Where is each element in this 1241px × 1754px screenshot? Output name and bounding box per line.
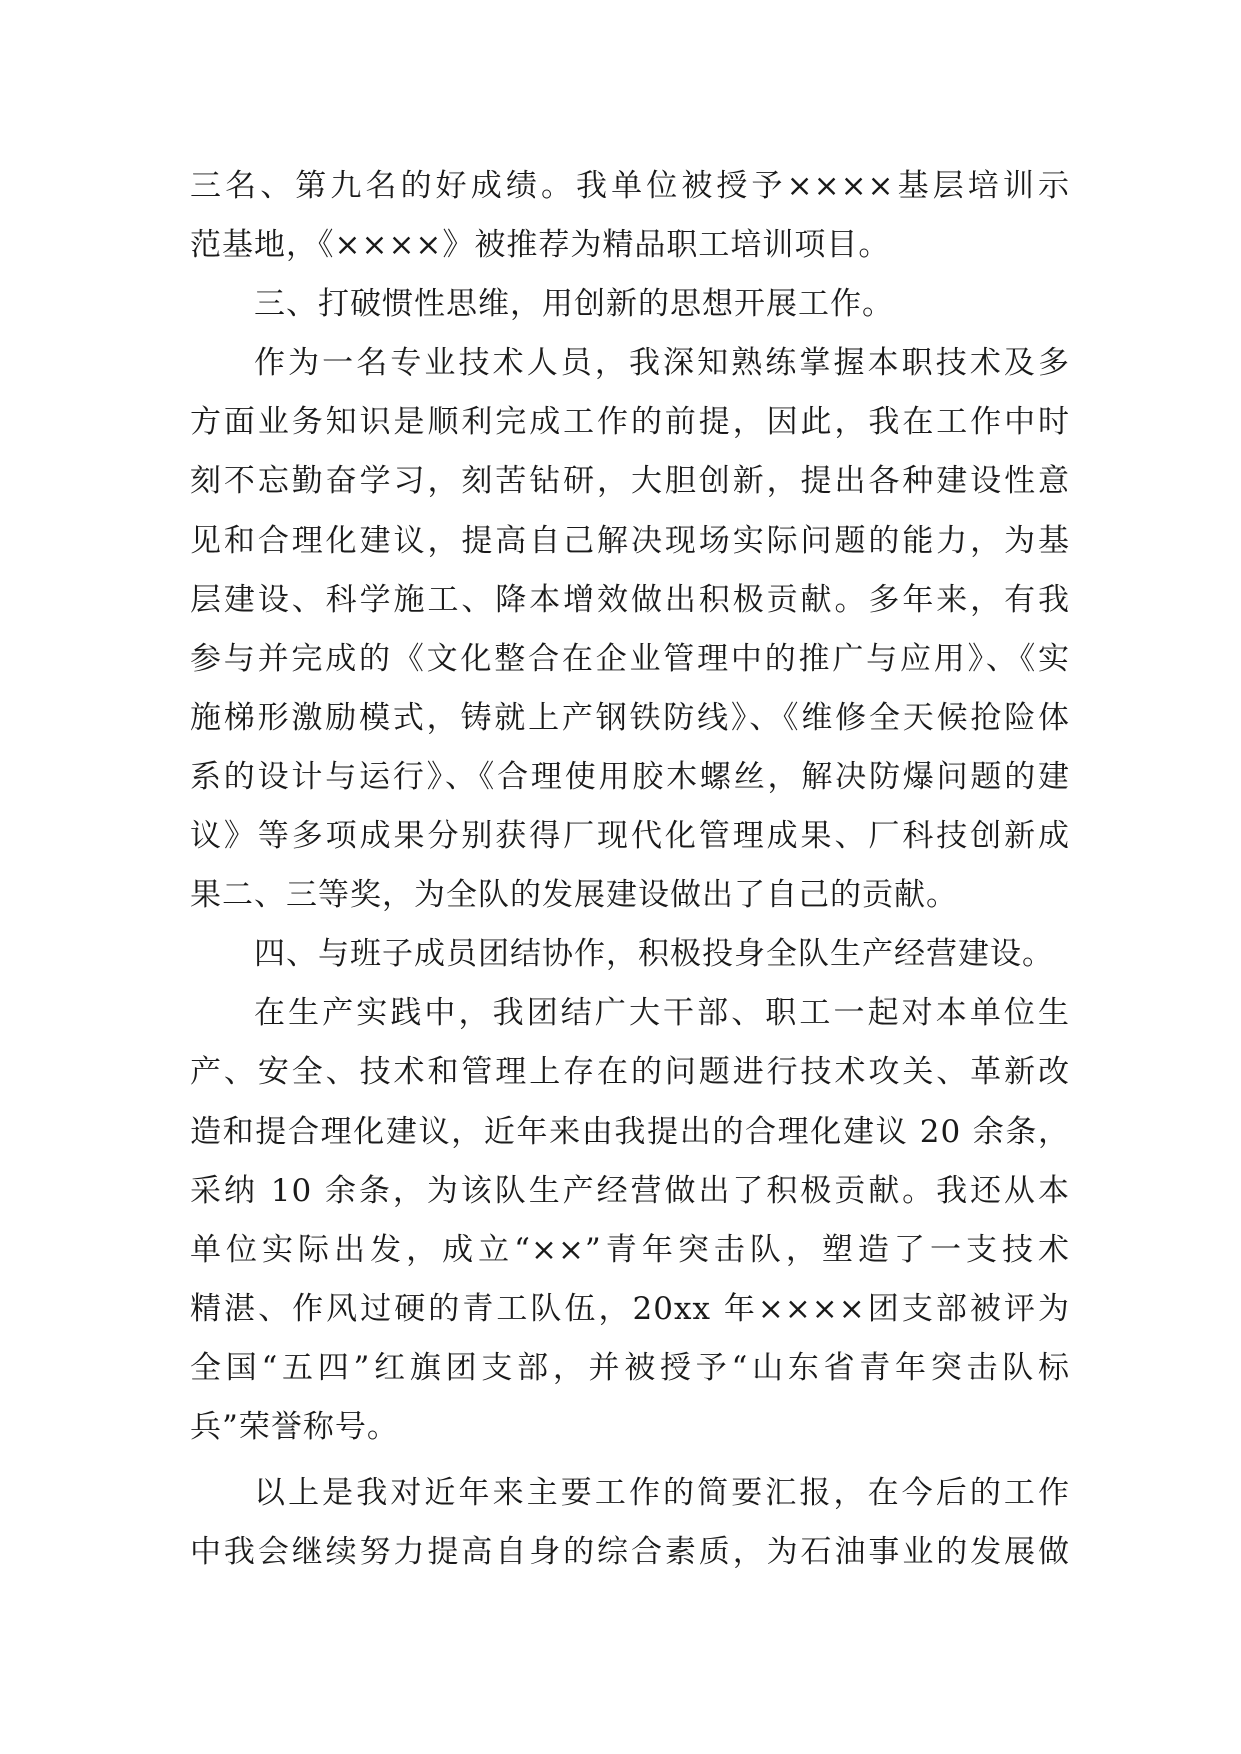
text-line: 造和提合理化建议，近年来由我提出的合理化建议 20 余条， bbox=[190, 1113, 1070, 1150]
text-line: 方面业务知识是顺利完成工作的前提，因此，我在工作中时 bbox=[190, 404, 1070, 441]
text-line: 产、安全、技术和管理上存在的问题进行技术攻关、革新改 bbox=[190, 1054, 1070, 1091]
text-line: 三名、第九名的好成绩。我单位被授予××××基层培训示 bbox=[190, 168, 1070, 204]
text-line: 参与并完成的《文化整合在企业管理中的推广与应用》、《实 bbox=[190, 640, 1070, 677]
text-line: 范基地，《××××》被推荐为精品职工培训项目。 bbox=[190, 227, 891, 264]
document-body bbox=[190, 157, 1070, 1582]
text-line: 作为一名专业技术人员，我深知熟练掌握本职技术及多 bbox=[254, 345, 1070, 382]
text-line: 采纳 10 余条，为该队生产经营做出了积极贡献。我还从本 bbox=[190, 1172, 1070, 1209]
text-line: 系的设计与运行》、《合理使用胶木螺丝，解决防爆问题的建 bbox=[190, 758, 1070, 795]
text-line: 施梯形激励模式，铸就上产钢铁防线》、《维修全天候抢险体 bbox=[190, 699, 1070, 736]
text-line: 单位实际出发，成立“××”青年突击队，塑造了一支技术 bbox=[190, 1231, 1070, 1268]
text-line: 刻不忘勤奋学习，刻苦钻研，大胆创新，提出各种建设性意 bbox=[190, 463, 1070, 500]
text-line: 见和合理化建议，提高自己解决现场实际问题的能力，为基 bbox=[190, 522, 1070, 559]
text-line: 精湛、作风过硬的青工队伍，20xx 年××××团支部被评为 bbox=[190, 1290, 1070, 1327]
text-line: 全国“五四”红旗团支部，并被授予“山东省青年突击队标 bbox=[190, 1349, 1070, 1386]
text-line: 议》等多项成果分别获得厂现代化管理成果、厂科技创新成 bbox=[190, 818, 1070, 855]
section-heading: 四、与班子成员团结协作，积极投身全队生产经营建设。 bbox=[254, 936, 1054, 973]
text-line: 中我会继续努力提高自身的综合素质，为石油事业的发展做 bbox=[190, 1534, 1070, 1571]
text-line: 层建设、科学施工、降本增效做出积极贡献。多年来，有我 bbox=[190, 581, 1070, 618]
text-line: 果二、三等奖，为全队的发展建设做出了自己的贡献。 bbox=[190, 877, 958, 914]
section-heading: 三、打破惯性思维，用创新的思想开展工作。 bbox=[254, 286, 894, 323]
text-line: 在生产实践中，我团结广大干部、职工一起对本单位生 bbox=[254, 995, 1070, 1032]
text-line: 以上是我对近年来主要工作的简要汇报，在今后的工作 bbox=[254, 1475, 1070, 1512]
text-line: 兵”荣誉称号。 bbox=[190, 1408, 399, 1445]
